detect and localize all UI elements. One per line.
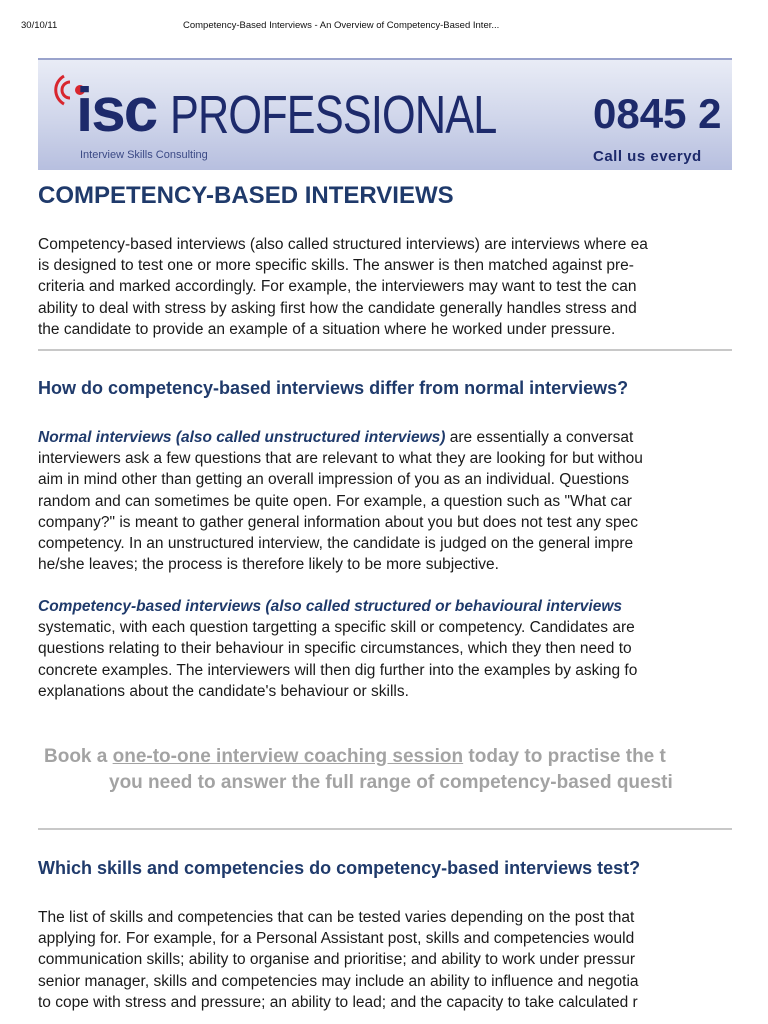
normal-interviews-paragraph: [38, 427, 732, 575]
paragraph-line: communication skills; ability to organise and prioritise; and ability to work under pressur: [38, 951, 636, 969]
print-page-title: Competency-Based Interviews - An Overview of Competency-Based Inter...: [183, 20, 500, 31]
paragraph-line: concrete examples. The interviewers will then dig further into the examples by asking fo: [38, 661, 638, 679]
promo-text: Book a: [44, 746, 113, 767]
print-date: 30/10/11: [21, 20, 58, 31]
skills-paragraph: [38, 907, 732, 1013]
article-content: [38, 58, 732, 1024]
paragraph-line: he/she leaves; the process is therefore likely to be more subjective.: [38, 556, 499, 574]
section-heading-skills: Which skills and competencies do competency-based interviews test?: [38, 858, 641, 878]
logo-subtitle: Interview Skills Consulting: [80, 149, 208, 161]
paragraph-line: senior manager, skills and competencies may include an ability to influence and negotia: [38, 972, 639, 990]
coaching-session-link[interactable]: one-to-one interview coaching session: [112, 746, 464, 767]
divider: [38, 828, 732, 830]
normal-interviews-text: are essentially a conversat: [445, 429, 634, 446]
paragraph-line: random and can sometimes be quite open. For example, a question such as "What car: [38, 492, 632, 510]
intro-line: Competency-based interviews (also called structured interviews) are interviews where ea: [38, 236, 648, 253]
logo-professional: PROFESSIONAL: [170, 85, 497, 145]
logo-isc: isc: [76, 76, 157, 145]
paragraph-line: explanations about the candidate's behaviour or skills.: [38, 682, 409, 700]
intro-paragraph: [38, 234, 732, 340]
normal-interviews-lead: Normal interviews (also called unstructured interviews): [38, 429, 446, 446]
paragraph-line: systematic, with each question targetting a specific skill or competency. Candidates are: [38, 619, 635, 637]
competency-interviews-paragraph: [38, 596, 732, 702]
print-header: [0, 20, 768, 34]
promo-text: you need to answer the full range of competency-based questi: [109, 772, 673, 793]
paragraph-line: questions relating to their behaviour in specific circumstances, which they then need to: [38, 640, 632, 658]
promo-text: today to practise the t: [463, 746, 666, 767]
paragraph-line: interviewers ask a few questions that are relevant to what they are looking for but withou: [38, 450, 643, 468]
phone-number: 0845 2: [593, 90, 722, 137]
call-text: Call us everyd: [593, 148, 702, 165]
intro-line: the candidate to provide an example of a situation where he worked under pressure.: [38, 320, 616, 338]
divider: [38, 349, 732, 351]
intro-line: ability to deal with stress by asking first how the candidate generally handles stress and: [38, 299, 637, 317]
site-banner[interactable]: [38, 58, 732, 170]
intro-line: is designed to test one or more specific skills. The answer is then matched against pre-: [38, 257, 634, 275]
paragraph-line: to cope with stress and pressure; an ability to lead; and the capacity to take calculated r: [38, 993, 638, 1011]
intro-line: criteria and marked accordingly. For example, the interviewers may want to test the can: [38, 278, 637, 296]
paragraph-line: aim in mind other than getting an overall impression of you as an individual. Questions: [38, 471, 630, 489]
paragraph-line: The list of skills and competencies that can be tested varies depending on the post that: [38, 909, 635, 926]
paragraph-line: competency. In an unstructured interview, the candidate is judged on the general impre: [38, 535, 634, 553]
paragraph-line: applying for. For example, for a Personal Assistant post, skills and competencies would: [38, 930, 635, 948]
section-heading-differences: How do competency-based interviews differ from normal interviews?: [38, 378, 629, 398]
competency-interviews-lead: Competency-based interviews (also called structured or behavioural interviews: [38, 598, 623, 615]
paragraph-line: company?" is meant to gather general information about you but does not test any spec: [38, 513, 639, 531]
page-title: COMPETENCY-BASED INTERVIEWS: [38, 182, 454, 209]
